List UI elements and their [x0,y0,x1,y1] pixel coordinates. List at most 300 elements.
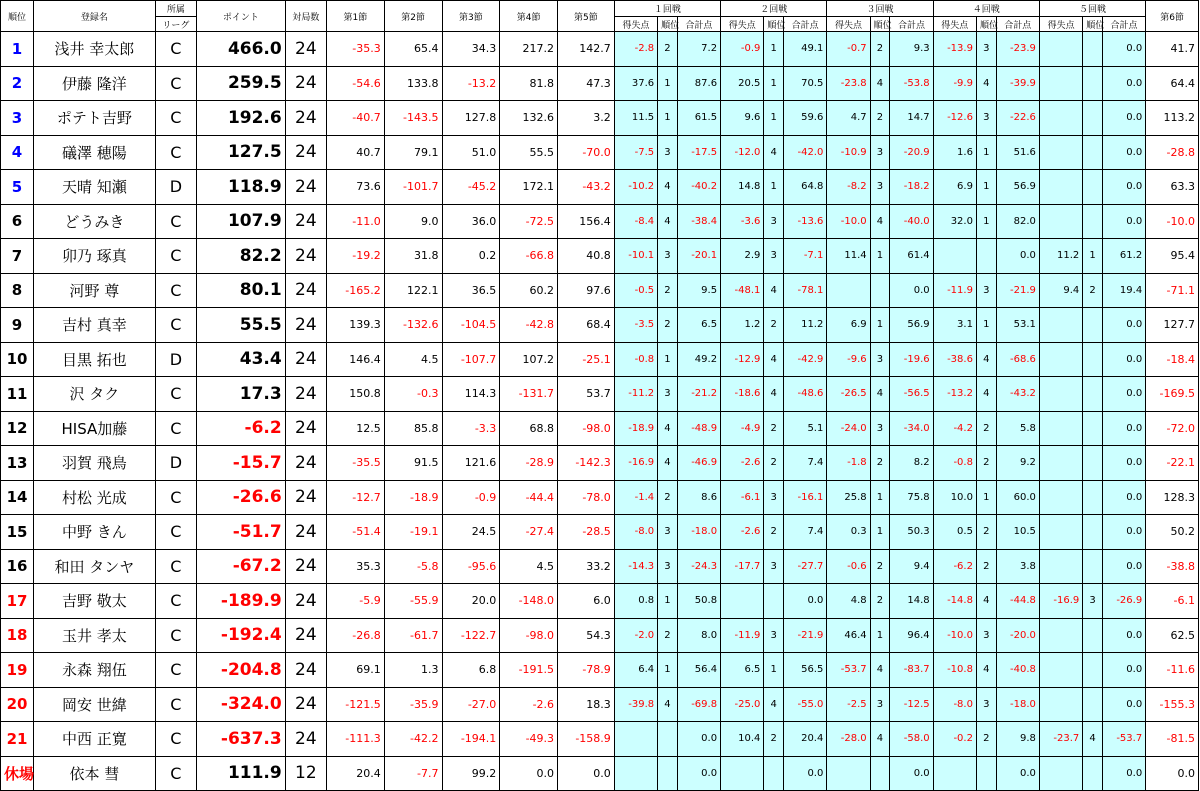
league-cell: D [155,342,196,377]
round-4-score: -12.6 [933,101,976,136]
round-3-total: -34.0 [890,411,933,446]
round-3-place: 4 [870,722,890,757]
games-cell: 24 [285,170,326,205]
round-3-total: 56.9 [890,308,933,343]
section-5-cell: -98.0 [558,411,615,446]
round-5-total: 0.0 [1102,411,1145,446]
player-name: 羽賀 飛鳥 [34,446,156,481]
round-4-score: -4.2 [933,411,976,446]
section-5-cell: -25.1 [558,342,615,377]
round-5-score [1039,377,1082,412]
table-row [1,204,1199,239]
rank-cell: 21 [1,722,34,757]
round-1-total: 7.2 [677,32,720,67]
round-3-score: -1.8 [827,446,870,481]
section-4-cell: 172.1 [500,170,558,205]
section-4-cell: -98.0 [500,618,558,653]
sub-header: 得失点 [1039,17,1082,32]
sub-header: 順位 [764,17,784,32]
rank-cell: 1 [1,32,34,67]
round-2-score: -17.7 [721,549,764,584]
round-4-place: 3 [976,618,996,653]
section-4-header: 第4節 [500,1,558,32]
round-2-score: -48.1 [721,273,764,308]
round-1-place: 4 [658,446,678,481]
round-5-place [1083,342,1103,377]
section-6-cell: -155.3 [1146,687,1199,722]
round-5-place [1083,653,1103,688]
round-1-score: -11.2 [614,377,657,412]
games-cell: 24 [285,32,326,67]
round-1-place: 2 [658,618,678,653]
round-3-total: 14.8 [890,584,933,619]
section-6-cell: 64.4 [1146,66,1199,101]
points-cell: -15.7 [197,446,286,481]
round-5-place [1083,308,1103,343]
player-name: ポテト吉野 [34,101,156,136]
section-5-cell: 6.0 [558,584,615,619]
games-cell: 24 [285,584,326,619]
round-5-place [1083,377,1103,412]
section-2-cell: -5.8 [384,549,442,584]
section-4-cell: -191.5 [500,653,558,688]
round-4-place: 3 [976,687,996,722]
round-3-total: -18.2 [890,170,933,205]
points-cell: 17.3 [197,377,286,412]
round-3-score [827,273,870,308]
round-5-header: ５回戦 [1039,1,1145,17]
section-2-cell: 1.3 [384,653,442,688]
round-1-score: -14.3 [614,549,657,584]
player-name: 中西 正寛 [34,722,156,757]
section-6-cell: 63.3 [1146,170,1199,205]
round-4-total: -23.9 [996,32,1039,67]
round-3-place: 4 [870,204,890,239]
round-2-place: 1 [764,66,784,101]
round-5-place [1083,756,1103,791]
section-5-cell: -70.0 [558,135,615,170]
league-cell: C [155,480,196,515]
round-2-total: 49.1 [783,32,826,67]
round-2-score: 10.4 [721,722,764,757]
round-3-header: ３回戦 [827,1,933,17]
section-5-cell: 97.6 [558,273,615,308]
round-5-total: 0.0 [1102,135,1145,170]
round-3-total: -20.9 [890,135,933,170]
round-4-score: -0.8 [933,446,976,481]
section-1-cell: 12.5 [326,411,384,446]
round-5-score [1039,204,1082,239]
round-5-total: 0.0 [1102,515,1145,550]
round-5-total: 0.0 [1102,204,1145,239]
section-5-cell: 0.0 [558,756,615,791]
round-2-score: -25.0 [721,687,764,722]
round-5-score [1039,549,1082,584]
round-5-score [1039,515,1082,550]
rank-cell: 5 [1,170,34,205]
round-2-place: 4 [764,342,784,377]
section-2-cell: -42.2 [384,722,442,757]
round-5-place: 3 [1083,584,1103,619]
round-2-score: -11.9 [721,618,764,653]
section-4-cell: -2.6 [500,687,558,722]
round-5-score [1039,653,1082,688]
section-1-header: 第1節 [326,1,384,32]
points-cell: -637.3 [197,722,286,757]
round-2-place: 4 [764,377,784,412]
round-1-total: -18.0 [677,515,720,550]
round-3-score: 0.3 [827,515,870,550]
round-2-score [721,584,764,619]
league-cell: C [155,584,196,619]
section-4-cell: 68.8 [500,411,558,446]
league-cell: C [155,618,196,653]
section-1-cell: -40.7 [326,101,384,136]
round-4-total: -21.9 [996,273,1039,308]
league-cell: C [155,273,196,308]
round-4-total: 51.6 [996,135,1039,170]
section-3-cell: -107.7 [442,342,500,377]
round-3-total: 8.2 [890,446,933,481]
points-cell: 111.9 [197,756,286,791]
section-6-cell: -28.8 [1146,135,1199,170]
section-1-cell: -111.3 [326,722,384,757]
league-cell: D [155,446,196,481]
round-4-place: 3 [976,32,996,67]
round-4-score: -13.9 [933,32,976,67]
rank-cell: 18 [1,618,34,653]
round-4-total: -39.9 [996,66,1039,101]
points-cell: 466.0 [197,32,286,67]
round-1-total: -48.9 [677,411,720,446]
player-name: 依本 彗 [34,756,156,791]
league-header-top: 所属 [155,1,196,17]
section-4-cell: 55.5 [500,135,558,170]
round-4-score: 6.9 [933,170,976,205]
round-4-place: 2 [976,446,996,481]
round-3-score [827,756,870,791]
round-4-place: 1 [976,308,996,343]
section-2-cell: 4.5 [384,342,442,377]
rank-cell: 7 [1,239,34,274]
round-3-place: 3 [870,687,890,722]
points-cell: 127.5 [197,135,286,170]
round-3-place: 2 [870,101,890,136]
round-5-score [1039,618,1082,653]
games-header: 対局数 [285,1,326,32]
round-1-place: 4 [658,204,678,239]
round-4-score: 0.5 [933,515,976,550]
round-5-total: 0.0 [1102,446,1145,481]
round-5-place [1083,515,1103,550]
round-4-total: -68.6 [996,342,1039,377]
round-5-score: 9.4 [1039,273,1082,308]
rank-cell: 休場 [1,756,34,791]
round-3-place: 4 [870,653,890,688]
round-1-total: -21.2 [677,377,720,412]
section-2-cell: 9.0 [384,204,442,239]
round-2-total: 70.5 [783,66,826,101]
section-4-cell: -148.0 [500,584,558,619]
round-3-place: 4 [870,377,890,412]
section-5-cell: -158.9 [558,722,615,757]
section-6-cell: 127.7 [1146,308,1199,343]
round-4-total: 9.2 [996,446,1039,481]
round-1-place: 4 [658,411,678,446]
player-name: 礒澤 穂陽 [34,135,156,170]
round-4-place: 2 [976,515,996,550]
round-5-total: -53.7 [1102,722,1145,757]
round-1-total: 8.0 [677,618,720,653]
round-4-score [933,756,976,791]
section-2-cell: -101.7 [384,170,442,205]
round-1-score: -18.9 [614,411,657,446]
section-5-cell: 33.2 [558,549,615,584]
section-3-cell: -0.9 [442,480,500,515]
section-1-cell: -54.6 [326,66,384,101]
section-4-cell: 60.2 [500,273,558,308]
round-5-score [1039,32,1082,67]
section-1-cell: 150.8 [326,377,384,412]
round-5-total: 0.0 [1102,756,1145,791]
league-cell: C [155,101,196,136]
rank-cell: 12 [1,411,34,446]
round-1-total: 9.5 [677,273,720,308]
round-3-place [870,756,890,791]
round-2-place [764,584,784,619]
table-row [1,66,1199,101]
round-1-place: 3 [658,515,678,550]
round-3-score: -23.8 [827,66,870,101]
round-2-header: ２回戦 [721,1,827,17]
round-1-place: 2 [658,308,678,343]
round-1-score: -0.8 [614,342,657,377]
round-4-place: 3 [976,101,996,136]
round-5-score [1039,101,1082,136]
table-row [1,446,1199,481]
round-1-place: 3 [658,549,678,584]
section-2-cell: 79.1 [384,135,442,170]
round-1-place: 4 [658,687,678,722]
section-6-cell: -6.1 [1146,584,1199,619]
section-6-cell: -81.5 [1146,722,1199,757]
round-1-place: 3 [658,377,678,412]
round-2-place: 2 [764,515,784,550]
section-3-cell: 34.3 [442,32,500,67]
section-2-cell: -61.7 [384,618,442,653]
round-2-score: -12.0 [721,135,764,170]
round-4-place: 1 [976,135,996,170]
round-2-total: -55.0 [783,687,826,722]
section-2-cell: -19.1 [384,515,442,550]
round-1-score: -2.0 [614,618,657,653]
round-2-total: 5.1 [783,411,826,446]
round-1-place: 1 [658,101,678,136]
section-4-cell: 107.2 [500,342,558,377]
rank-cell: 13 [1,446,34,481]
round-3-score: 6.9 [827,308,870,343]
round-2-score: -2.6 [721,446,764,481]
round-5-total: 0.0 [1102,32,1145,67]
round-4-score: 32.0 [933,204,976,239]
rank-cell: 2 [1,66,34,101]
table-row [1,549,1199,584]
section-2-cell: -132.6 [384,308,442,343]
round-1-place: 1 [658,653,678,688]
round-2-score: -12.9 [721,342,764,377]
round-1-total: 8.6 [677,480,720,515]
round-4-score [933,239,976,274]
round-5-place: 4 [1083,722,1103,757]
round-3-place: 1 [870,480,890,515]
table-row [1,135,1199,170]
section-2-cell: 122.1 [384,273,442,308]
round-2-score: 2.9 [721,239,764,274]
table-row [1,377,1199,412]
round-5-place [1083,101,1103,136]
round-1-place: 4 [658,170,678,205]
section-3-cell: -104.5 [442,308,500,343]
round-2-score: 6.5 [721,653,764,688]
round-2-place [764,756,784,791]
rank-cell: 11 [1,377,34,412]
round-5-total: 0.0 [1102,170,1145,205]
table-row [1,411,1199,446]
round-4-place: 2 [976,549,996,584]
round-1-score: -39.8 [614,687,657,722]
section-4-cell: 132.6 [500,101,558,136]
round-4-place: 1 [976,480,996,515]
round-2-total: 56.5 [783,653,826,688]
round-5-score: -16.9 [1039,584,1082,619]
name-header: 登録名 [34,1,156,32]
round-4-score: -38.6 [933,342,976,377]
round-2-place: 2 [764,722,784,757]
round-3-score: -26.5 [827,377,870,412]
section-2-header: 第2節 [384,1,442,32]
section-3-header: 第3節 [442,1,500,32]
round-4-place: 2 [976,722,996,757]
round-3-score: 46.4 [827,618,870,653]
round-5-score [1039,308,1082,343]
round-1-place: 1 [658,584,678,619]
round-5-total: 61.2 [1102,239,1145,274]
player-name: 天晴 知瀬 [34,170,156,205]
round-1-total: 87.6 [677,66,720,101]
round-4-total: 5.8 [996,411,1039,446]
round-3-score: -24.0 [827,411,870,446]
section-5-cell: -78.9 [558,653,615,688]
round-2-score: 20.5 [721,66,764,101]
table-row [1,722,1199,757]
section-2-cell: -18.9 [384,480,442,515]
round-3-total: 75.8 [890,480,933,515]
rank-cell: 19 [1,653,34,688]
points-cell: -324.0 [197,687,286,722]
round-5-total: 0.0 [1102,308,1145,343]
section-4-cell: -131.7 [500,377,558,412]
round-3-total: -56.5 [890,377,933,412]
round-5-place [1083,204,1103,239]
round-5-total: 0.0 [1102,687,1145,722]
round-5-place [1083,66,1103,101]
round-5-score [1039,411,1082,446]
round-5-place [1083,170,1103,205]
round-5-place [1083,618,1103,653]
round-1-score: -16.9 [614,446,657,481]
round-1-score: -10.1 [614,239,657,274]
section-6-cell: -72.0 [1146,411,1199,446]
section-4-cell: 81.8 [500,66,558,101]
league-cell: C [155,239,196,274]
round-4-total: 60.0 [996,480,1039,515]
section-6-cell: 0.0 [1146,756,1199,791]
section-4-cell: -42.8 [500,308,558,343]
league-cell: C [155,135,196,170]
section-6-cell: -169.5 [1146,377,1199,412]
round-1-place: 1 [658,342,678,377]
sub-header: 得失点 [614,17,657,32]
round-3-score: 25.8 [827,480,870,515]
section-1-cell: 40.7 [326,135,384,170]
round-4-total: 53.1 [996,308,1039,343]
round-4-score: -11.9 [933,273,976,308]
games-cell: 24 [285,411,326,446]
round-5-total: 0.0 [1102,66,1145,101]
sub-header: 合計点 [783,17,826,32]
round-5-total: 19.4 [1102,273,1145,308]
player-name: 吉野 敬太 [34,584,156,619]
games-cell: 24 [285,308,326,343]
points-cell: -192.4 [197,618,286,653]
sub-header: 合計点 [1102,17,1145,32]
rank-cell: 14 [1,480,34,515]
section-3-cell: 114.3 [442,377,500,412]
player-name: 河野 尊 [34,273,156,308]
section-6-cell: -10.0 [1146,204,1199,239]
round-1-total: -69.8 [677,687,720,722]
section-4-cell: 4.5 [500,549,558,584]
round-4-place: 4 [976,653,996,688]
table-row [1,170,1199,205]
round-3-score: -8.2 [827,170,870,205]
round-3-place: 3 [870,411,890,446]
points-cell: -6.2 [197,411,286,446]
round-1-score: -0.5 [614,273,657,308]
round-5-score: -23.7 [1039,722,1082,757]
round-2-total: 59.6 [783,101,826,136]
league-cell: C [155,722,196,757]
player-name: 卯乃 琢真 [34,239,156,274]
round-4-total: -22.6 [996,101,1039,136]
league-header-bottom: リーグ [155,17,196,32]
round-4-total: 0.0 [996,756,1039,791]
section-5-cell: 47.3 [558,66,615,101]
table-row [1,618,1199,653]
rank-cell: 9 [1,308,34,343]
round-1-place: 2 [658,32,678,67]
round-3-score: -9.6 [827,342,870,377]
league-cell: C [155,687,196,722]
round-1-total: 50.8 [677,584,720,619]
section-6-cell: 95.4 [1146,239,1199,274]
points-cell: 82.2 [197,239,286,274]
section-3-cell: 36.5 [442,273,500,308]
round-5-score [1039,170,1082,205]
section-4-cell: -44.4 [500,480,558,515]
points-cell: 80.1 [197,273,286,308]
round-3-score: -10.9 [827,135,870,170]
